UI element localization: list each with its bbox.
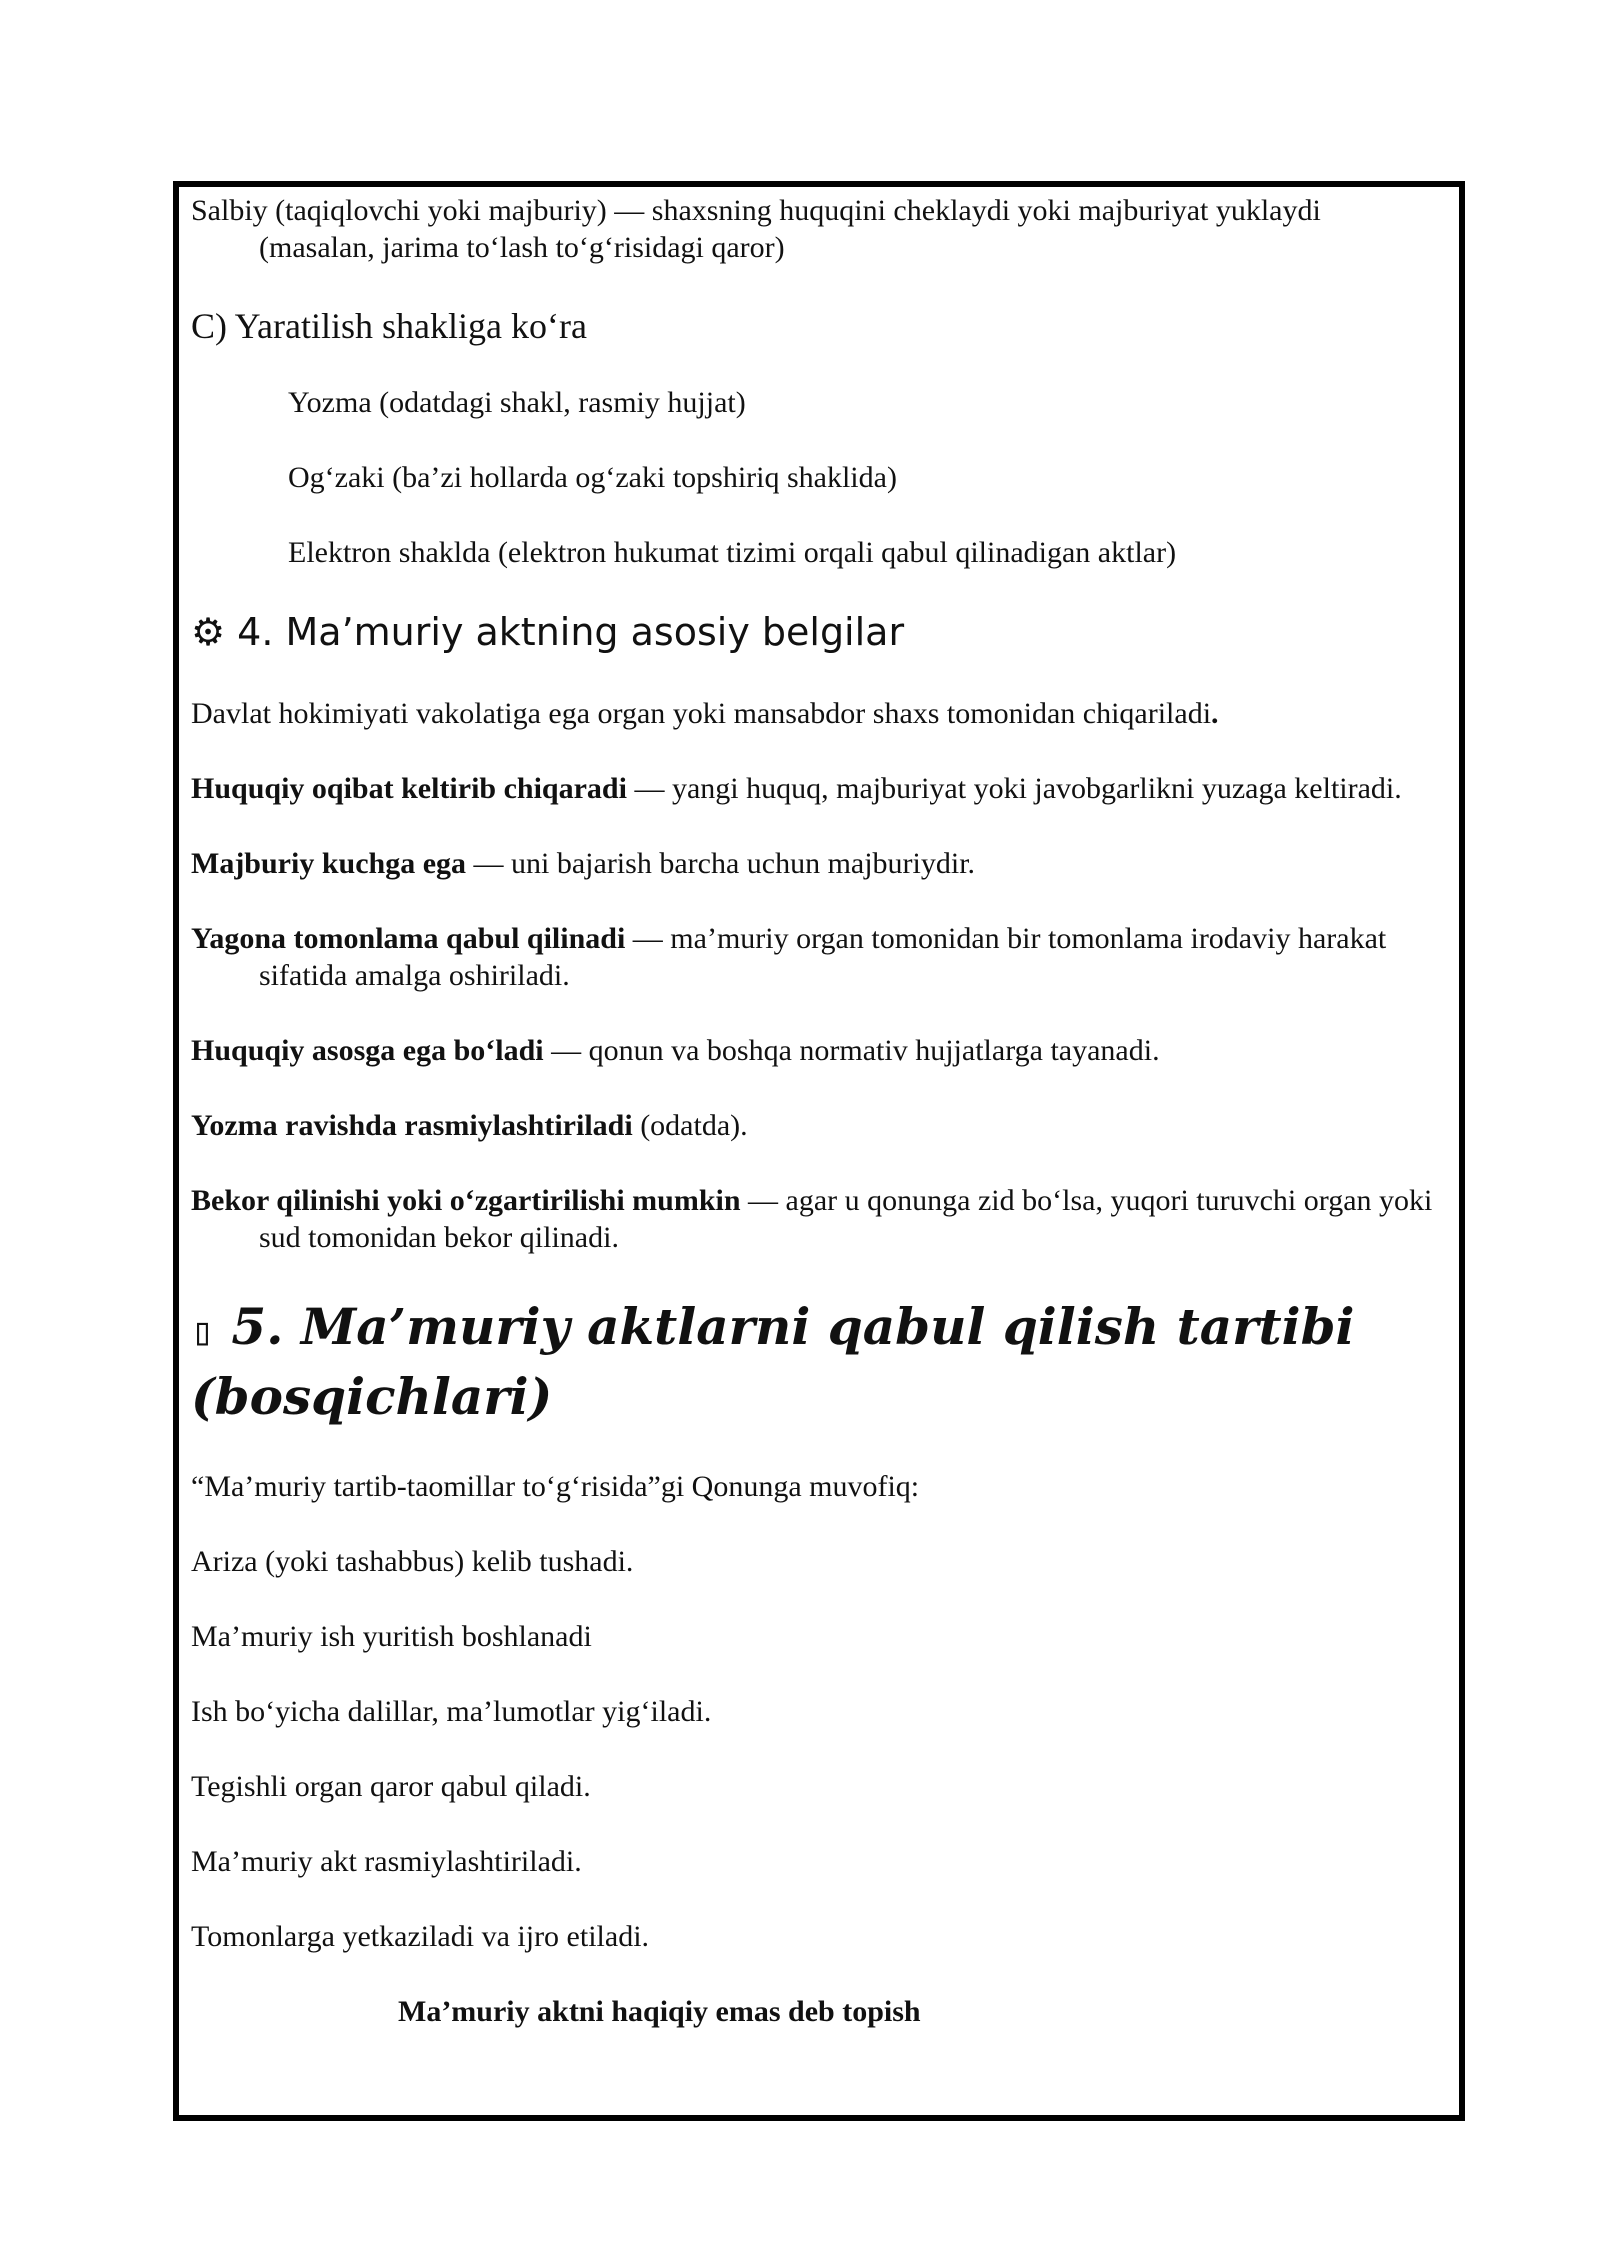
- feature-description: — qonun va boshqa normativ hujjatlarga tayanadi.: [543, 1034, 1160, 1067]
- list-item-oral-form: Og‘zaki (ba’zi hollarda og‘zaki topshiriq shaklida): [288, 461, 897, 494]
- step-item: Ariza (yoki tashabbus) kelib tushadi.: [191, 1545, 634, 1578]
- feature-description: (odatda).: [632, 1109, 748, 1142]
- section-5-heading-text: 5. Ma’muriy aktlarni qabul qilish tartibi (bosqichlari): [191, 1297, 1355, 1426]
- paragraph-negative-act: Salbiy (taqiqlovchi yoki majburiy) — shaxsning huquqini cheklaydi yoki majburiyat yuklaydi (masalan, jarima to‘lash to‘g‘risidagi qaror): [191, 194, 1321, 264]
- step-item: Tomonlarga yetkaziladi va ijro etiladi.: [191, 1920, 650, 1953]
- step-item: Ma’muriy akt rasmiylashtiriladi.: [191, 1845, 582, 1878]
- document-body: [191, 192, 1441, 2068]
- section-4-heading-text: 4. Ma’muriy aktning asosiy belgilar: [237, 610, 905, 654]
- feature-description: — uni bajarish barcha uchun majburiydir.: [466, 847, 976, 880]
- feature-binding-force: [191, 845, 1441, 882]
- feature-term: Yagona tomonlama qabul qilinadi: [191, 922, 626, 955]
- missing-glyph-icon: ▯: [191, 1309, 214, 1353]
- feature-description: — ma’muriy organ tomonidan bir tomonlama irodaviy harakat sifatida amalga oshiriladi.: [259, 922, 1387, 992]
- list-item-electronic-form: Elektron shaklda (elektron hukumat tizimi orqali qabul qilinadigan aktlar): [288, 536, 1177, 569]
- feature-term: Majburiy kuchga ega: [191, 847, 467, 880]
- feature-description: — yangi huquq, majburiyat yoki javobgarlikni yuzaga keltiradi.: [626, 772, 1402, 805]
- feature-description: — agar u qonunga zid bo‘lsa, yuqori turuvchi organ yoki sud tomonidan bekor qilinadi.: [259, 1184, 1433, 1254]
- section-4-intro-period: .: [1211, 697, 1219, 730]
- step-item: Tegishli organ qaror qabul qiladi.: [191, 1770, 591, 1803]
- feature-written-form: [191, 1107, 1441, 1144]
- section-4-intro-text: Davlat hokimiyati vakolatiga ega organ yoki mansabdor shaxs tomonidan chiqariladi: [191, 697, 1212, 730]
- feature-unilateral: [191, 920, 1441, 994]
- subsection-heading-invalidity: Ma’muriy aktni haqiqiy emas deb topish: [398, 1995, 921, 2028]
- section-4-heading: [191, 609, 1441, 655]
- step-item: Ma’muriy ish yuritish boshlanadi: [191, 1620, 592, 1653]
- feature-legal-basis: [191, 1032, 1441, 1069]
- step-item: Ish bo‘yicha dalillar, ma’lumotlar yig‘iladi.: [191, 1695, 712, 1728]
- feature-term: Huquqiy asosga ega bo‘ladi: [191, 1034, 544, 1067]
- feature-legal-consequence: [191, 770, 1441, 807]
- feature-term: Bekor qilinishi yoki o‘zgartirilishi mumkin: [191, 1184, 741, 1217]
- section-5-intro: “Ma’muriy tartib-taomillar to‘g‘risida”gi Qonunga muvofiq:: [191, 1470, 920, 1503]
- section-4-intro: [191, 695, 1441, 732]
- feature-term: Yozma ravishda rasmiylashtiriladi: [191, 1109, 633, 1142]
- feature-term: Huquqiy oqibat keltirib chiqaradi: [191, 772, 627, 805]
- feature-revocable: [191, 1182, 1441, 1256]
- section-5-heading: [191, 1294, 1441, 1430]
- list-item-written-form: Yozma (odatdagi shakl, rasmiy hujjat): [288, 386, 746, 419]
- section-c-heading: C) Yaratilish shakliga ko‘ra: [191, 306, 587, 346]
- gear-icon: ⚙: [191, 610, 226, 654]
